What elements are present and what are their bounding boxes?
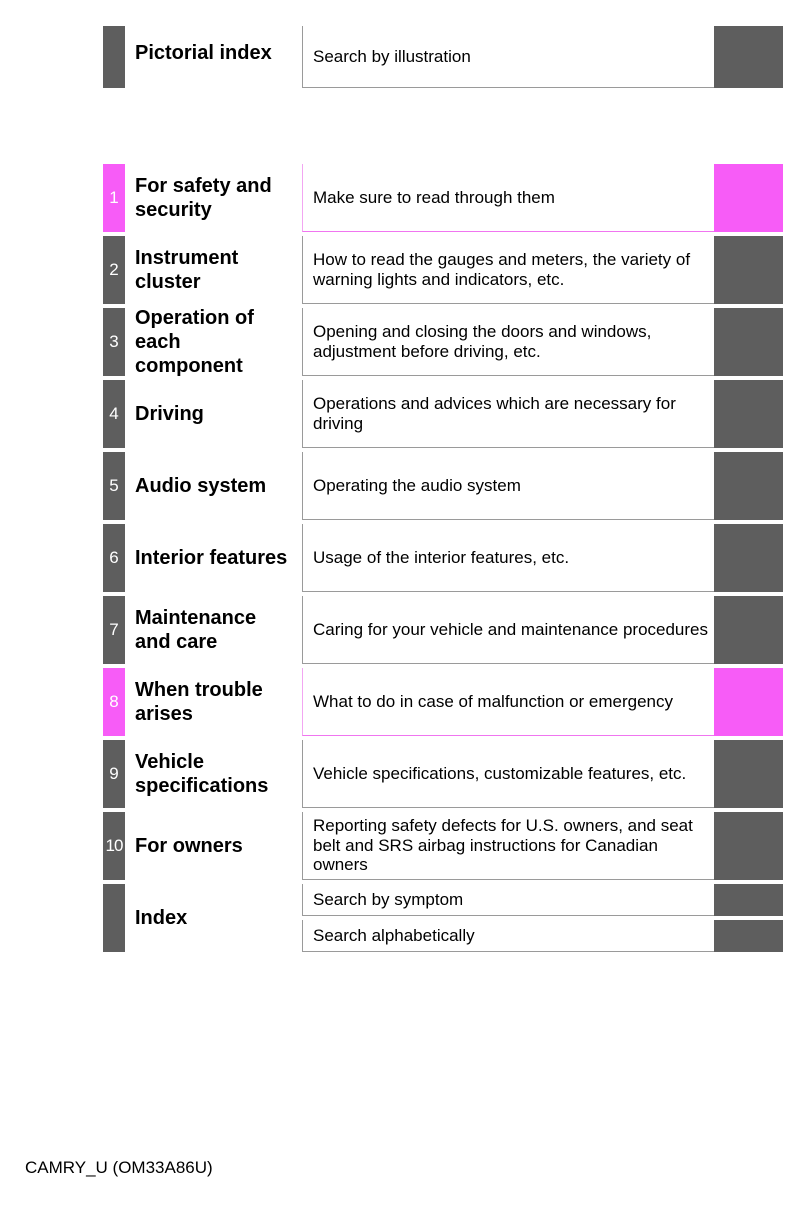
chapter-title[interactable]: Instrument cluster	[135, 247, 239, 293]
chapter-tab[interactable]	[714, 308, 783, 376]
chapter-number: 8	[103, 668, 125, 736]
chapter-row-9[interactable]	[103, 740, 783, 808]
chapter-title[interactable]: For owners	[135, 835, 243, 857]
chapter-number: 1	[103, 164, 125, 232]
pictorial-index-description[interactable]: Search by illustration	[302, 26, 715, 88]
chapter-title[interactable]: Operation of each component	[135, 307, 254, 377]
chapter-description[interactable]: Reporting safety defects for U.S. owners, and seat belt and SRS airbag instructions for Canadian owners	[302, 812, 715, 880]
document-code: CAMRY_U (OM33A86U)	[25, 1158, 213, 1177]
index-alphabetical[interactable]: Search alphabetically	[302, 920, 715, 952]
chapter-tab[interactable]	[714, 380, 783, 448]
chapter-description[interactable]: Operating the audio system	[302, 452, 715, 520]
chapter-tab[interactable]	[714, 740, 783, 808]
chapter-description[interactable]: What to do in case of malfunction or emergency	[302, 668, 715, 736]
chapter-tab[interactable]	[714, 524, 783, 592]
chapter-number: 4	[103, 380, 125, 448]
chapter-title[interactable]: When trouble arises	[135, 679, 263, 725]
chapter-number: 3	[103, 308, 125, 376]
chapter-row-3[interactable]	[103, 308, 783, 376]
chapter-tab[interactable]	[714, 812, 783, 880]
chapter-number: 2	[103, 236, 125, 304]
chapter-tab[interactable]	[714, 236, 783, 304]
chapter-title[interactable]: Vehicle specifications	[135, 751, 269, 797]
pictorial-index-title[interactable]: Pictorial index	[135, 42, 272, 64]
chapter-tab[interactable]	[714, 668, 783, 736]
chapter-tab[interactable]	[714, 596, 783, 664]
chapter-description[interactable]: Opening and closing the doors and windows, adjustment before driving, etc.	[302, 308, 715, 376]
chapter-number: 9	[103, 740, 125, 808]
chapter-description[interactable]: Vehicle specifications, customizable features, etc.	[302, 740, 715, 808]
chapter-description[interactable]: Usage of the interior features, etc.	[302, 524, 715, 592]
chapter-title[interactable]: Maintenance and care	[135, 607, 257, 653]
chapter-description[interactable]: Caring for your vehicle and maintenance procedures	[302, 596, 715, 664]
pictorial-index-tab[interactable]	[714, 26, 783, 88]
index-title[interactable]: Index	[135, 907, 188, 929]
chapter-row-1[interactable]	[103, 164, 783, 232]
chapter-row-10[interactable]	[103, 812, 783, 880]
chapter-row-5[interactable]	[103, 452, 783, 520]
chapter-number: 10	[103, 812, 125, 880]
chapter-description[interactable]: Operations and advices which are necessary for driving	[302, 380, 715, 448]
chapter-number: 5	[103, 452, 125, 520]
chapter-description[interactable]: Make sure to read through them	[302, 164, 715, 232]
chapter-row-8[interactable]	[103, 668, 783, 736]
chapter-title[interactable]: Driving	[135, 403, 204, 425]
index-marker	[103, 884, 125, 952]
index-by-symptom-tab[interactable]	[714, 884, 783, 916]
chapter-row-4[interactable]	[103, 380, 783, 448]
index-alphabetical-tab[interactable]	[714, 920, 783, 952]
chapter-title[interactable]: Interior features	[135, 547, 288, 569]
chapter-tab[interactable]	[714, 164, 783, 232]
chapter-number: 7	[103, 596, 125, 664]
chapter-title[interactable]: For safety and security	[135, 175, 272, 221]
chapter-number: 6	[103, 524, 125, 592]
index-by-symptom[interactable]: Search by symptom	[302, 884, 715, 916]
chapter-tab[interactable]	[714, 452, 783, 520]
chapter-row-6[interactable]	[103, 524, 783, 592]
pictorial-index-marker	[103, 26, 125, 88]
chapter-row-2[interactable]	[103, 236, 783, 304]
index-row[interactable]	[103, 884, 783, 952]
chapter-title[interactable]: Audio system	[135, 475, 267, 497]
pictorial-index-row[interactable]	[103, 26, 783, 88]
chapter-description[interactable]: How to read the gauges and meters, the variety of warning lights and indicators, etc.	[302, 236, 715, 304]
chapter-row-7[interactable]	[103, 596, 783, 664]
